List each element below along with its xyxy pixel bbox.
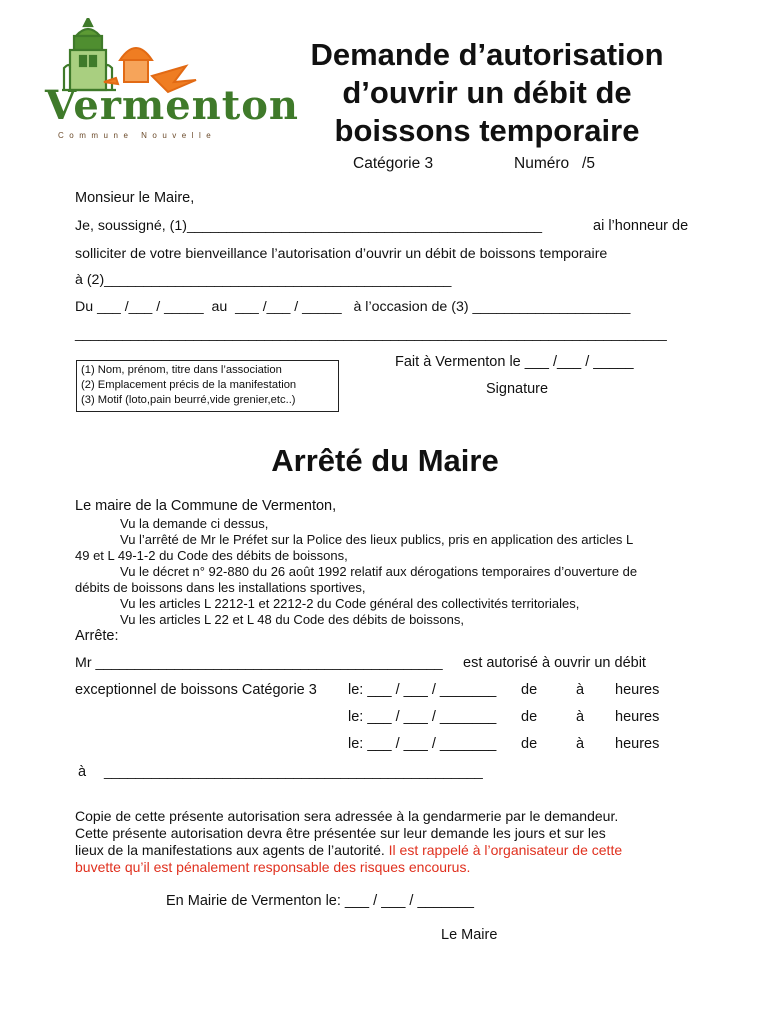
copie-line-3 [75,842,622,858]
footnote-3: (3) Motif (loto,pain beurré,vide grenier,etc..) [81,394,296,406]
vu-demande: Vu la demande ci dessus, [120,516,269,531]
categorie-label: Catégorie 3 [353,155,434,172]
schedule-date-field[interactable]: le: ___ / ___ / _______ [348,709,497,725]
schedule-de-label: de [521,682,538,698]
le-maire-label: Le Maire [441,927,498,943]
en-mairie-field[interactable]: En Mairie de Vermenton le: ___ / ___ / _______ [166,893,474,909]
form-title-line-3: boissons temporaire [334,113,640,148]
rappel-warning-1: Il est rappelé à l’organisateur de cette [388,842,623,858]
honneur-text: ai l’honneur de [593,218,689,234]
soussigne-field[interactable]: Je, soussigné, (1)_____________________________________________ [75,218,543,234]
arrete-heading: Arrêté du Maire [271,443,499,478]
vu-arrete-prefet-2: 49 et L 49-1-2 du Code des débits de boissons, [75,548,348,563]
schedule-heures-label: heures [615,682,660,698]
schedule-de-label: de [521,736,538,752]
signature-label: Signature [486,381,549,397]
arrete-intro: Le maire de la Commune de Vermenton, [75,498,337,514]
form-title-line-1: Demande d’autorisation [310,37,664,72]
dates-occasion-field[interactable]: Du ___ /___ / _____ au ___ /___ / _____ à l’occasion de (3) ____________________ [75,299,631,315]
footnote-2: (2) Emplacement précis de la manifestation [81,379,297,391]
rappel-warning-2: buvette qu’il est pénalement responsable des risques encourus. [75,859,471,875]
form-title-line-2: d’ouvrir un débit de [342,75,632,110]
schedule-heures-label: heures [615,736,660,752]
footnotes-box [76,360,339,412]
vu-decret-2: débits de boissons dans les installations sportives, [75,580,366,595]
schedule-heures-label: heures [615,709,660,725]
mr-name-field[interactable]: Mr ____________________________________________ [75,655,443,671]
arrete-label: Arrête: [75,628,119,644]
copie-line-3-text: lieux de la manifestations aux agents de l’autorité. [75,842,389,858]
footnote-1: (1) Nom, prénom, titre dans l’association [81,364,282,376]
schedule-a-label: à [576,682,585,698]
lieu-field[interactable]: ________________________________________________ [104,764,483,780]
logo-wordmark: Vermenton [45,82,299,129]
schedule-de-label: de [521,709,538,725]
schedule-date-field[interactable]: le: ___ / ___ / _______ [348,682,497,698]
vermenton-logo [40,18,299,148]
vu-articles-code: Vu les articles L 22 et L 48 du Code des débits de boissons, [120,612,464,627]
copie-line-1: Copie de cette présente autorisation sera adressée à la gendarmerie par le demandeur. [75,808,619,824]
vu-articles-cgct: Vu les articles L 2212-1 et 2212-2 du Code général des collectivités territoriales, [120,596,580,611]
copie-line-2: Cette présente autorisation devra être présentée sur leur demande les jours et sur les [75,825,606,841]
continuation-rule[interactable]: ___________________________________________________________________________ [75,326,667,342]
schedule-a-label: à [576,709,585,725]
emplacement-field[interactable]: à (2)____________________________________________ [75,272,452,288]
autorise-text: est autorisé à ouvrir un débit [463,655,646,671]
exceptionnel-text: exceptionnel de boissons Catégorie 3 [75,682,317,698]
schedule-a-label: à [576,736,585,752]
lieu-a-label: à [78,764,87,780]
solliciter-text: solliciter de votre bienveillance l’autorisation d’ouvrir un débit de boissons temporaire [75,246,608,262]
numero-label: Numéro /5 [514,155,595,172]
logo-subtitle: Commune Nouvelle [58,131,217,140]
vu-decret-1: Vu le décret n° 92-880 du 26 août 1992 relatif aux dérogations temporaires d’ouverture de [120,564,638,579]
vu-arrete-prefet-1: Vu l’arrêté de Mr le Préfet sur la Police des lieux publics, pris en application des articles L [120,532,634,547]
schedule-date-field[interactable]: le: ___ / ___ / _______ [348,736,497,752]
salutation: Monsieur le Maire, [75,190,195,206]
fait-a-field[interactable]: Fait à Vermenton le ___ /___ / _____ [395,354,634,370]
